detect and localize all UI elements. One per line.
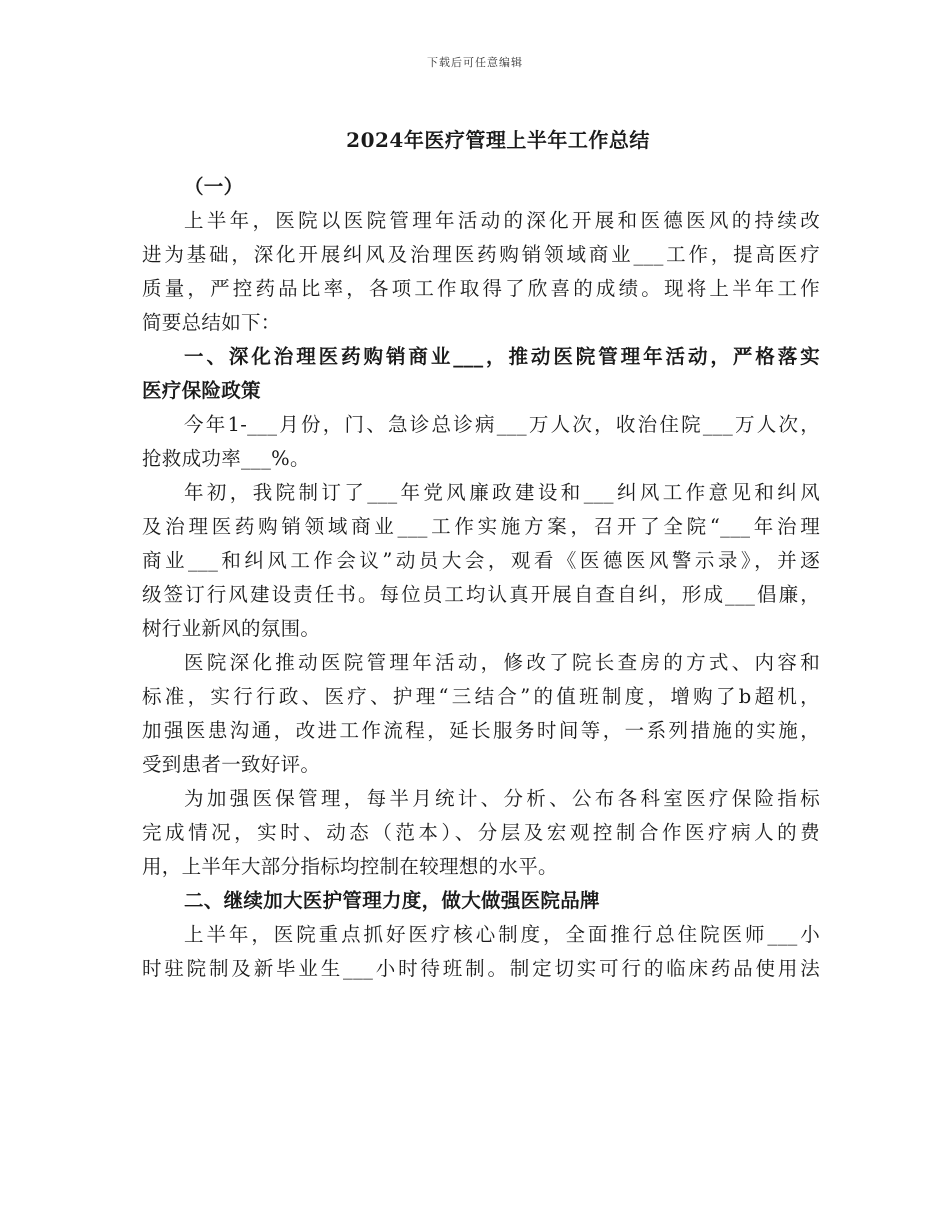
paragraph-line: 医院深化推动医院管理年活动，修改了院长查房的方式、内容和: [184, 651, 820, 674]
paragraph-line: 及治理医药购销领域商业___工作实施方案，召开了全院“___年治理: [142, 515, 820, 538]
paragraph-line: 今年1-___月份，门、急诊总诊病___万人次，收治住院___万人次，: [184, 413, 820, 436]
paragraph-line: 质量，严控药品比率，各项工作取得了欣喜的成绩。现将上半年工作: [142, 277, 820, 300]
section-heading-line: （一）: [184, 175, 244, 198]
document-body: [142, 170, 820, 986]
paragraph-line: 标准，实行行政、医疗、护理“三结合”的值班制度，增购了b超机，: [142, 685, 820, 708]
paragraph-line: 受到患者一致好评。: [142, 753, 321, 776]
paragraph-line: 树行业新风的氛围。: [142, 617, 321, 640]
paragraph-line: 简要总结如下：: [142, 311, 281, 334]
paragraph-line: 时驻院制及新毕业生___小时待班制。制定切实可行的临床药品使用法: [142, 957, 820, 980]
paragraph-line: 进为基础，深化开展纠风及治理医药购销领域商业___工作，提高医疗: [142, 243, 820, 266]
paragraph-line: 年初，我院制订了___年党风廉政建设和___纠风工作意见和纠风: [184, 481, 820, 504]
section-heading-line: 医疗保险政策: [142, 379, 261, 402]
section-heading-line: 一、深化治理医药购销商业___，推动医院管理年活动，严格落实: [184, 345, 820, 368]
paragraph-line: 抢救成功率___%。: [142, 447, 310, 470]
paragraph-line: 加强医患沟通，改进工作流程，延长服务时间等，一系列措施的实施，: [142, 719, 820, 742]
paragraph-line: 级签订行风建设责任书。每位员工均认真开展自查自纠，形成___倡廉，: [142, 583, 820, 606]
paragraph-line: 上半年，医院以医院管理年活动的深化开展和医德医风的持续改: [184, 209, 820, 232]
page-header-note: 下载后可任意编辑: [427, 56, 523, 69]
paragraph-line: 上半年，医院重点抓好医疗核心制度，全面推行总住院医师___小: [184, 923, 821, 946]
paragraph-line: 为加强医保管理，每半月统计、分析、公布各科室医疗保险指标: [184, 787, 820, 810]
section-heading-line: 二、继续加大医护管理力度，做大做强医院品牌: [184, 889, 600, 912]
paragraph-line: 用，上半年大部分指标均控制在较理想的水平。: [142, 855, 558, 878]
paragraph-line: 商业___和纠风工作会议”动员大会，观看《医德医风警示录》，并逐: [142, 549, 820, 572]
document-title: 2024年医疗管理上半年工作总结: [346, 128, 650, 152]
paragraph-line: 完成情况，实时、动态（范本）、分层及宏观控制合作医疗病人的费: [142, 821, 820, 844]
